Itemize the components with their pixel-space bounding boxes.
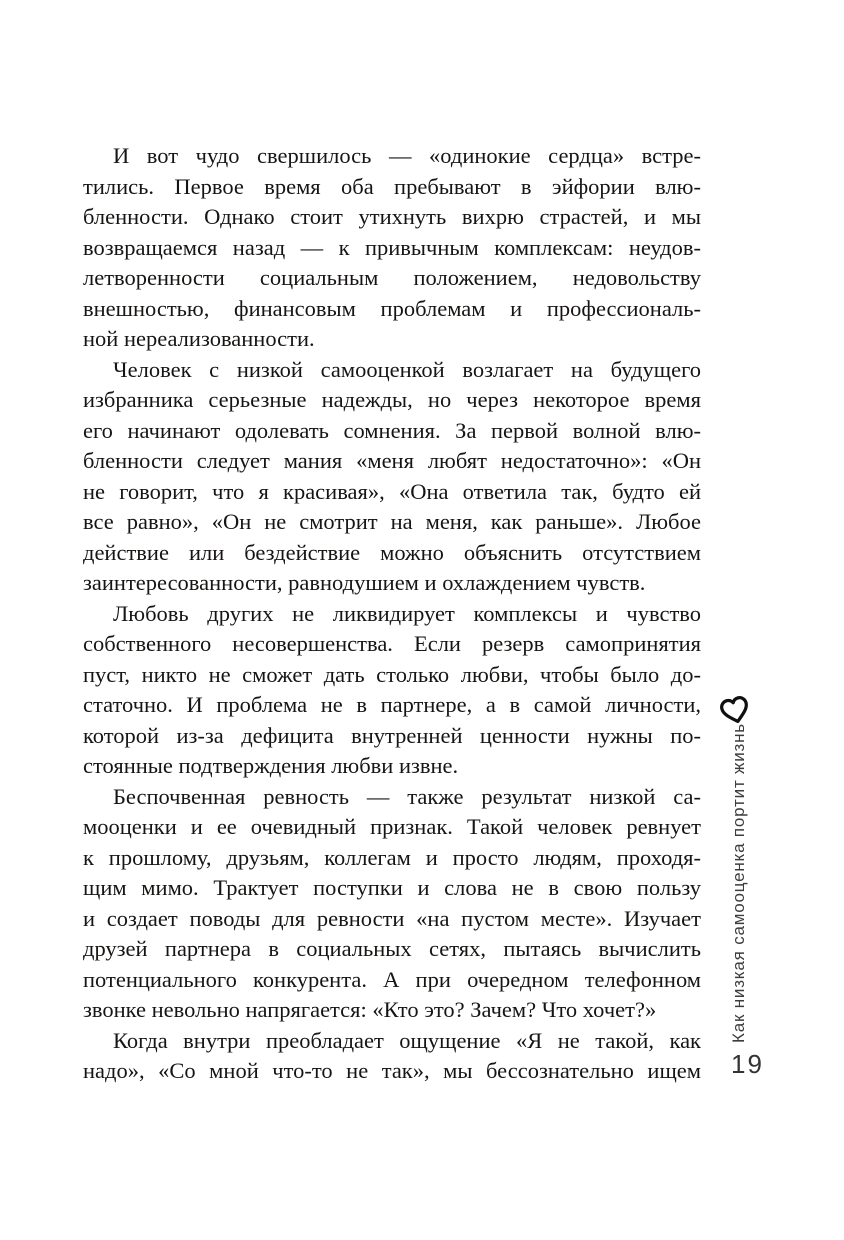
text-line: тились. Первое время оба пребывают в эйфории влю- — [83, 173, 701, 199]
text-line: надо», «Со мной что-то не так», мы бессознательно ищем — [83, 1058, 701, 1083]
text-line: пуст, никто не сможет дать столько любви, чтобы было до- — [83, 661, 701, 687]
text-line: все равно», «Он не смотрит на меня, как раньше». Любое — [83, 509, 701, 534]
text-line: и создает поводы для ревности «на пустом месте». Изучает — [83, 905, 701, 931]
text-line: не говорит, что я красивая», «Она ответила так, будто ей — [83, 478, 701, 504]
text-line: которой из-за дефицита внутренней ценности нужны по- — [83, 722, 701, 748]
text-line: стоянные подтверждения любви извне. — [83, 753, 459, 778]
paragraph — [83, 141, 701, 355]
paragraph — [83, 599, 701, 782]
text-line: бленности. Однако стоит утихнуть вихрю страстей, и мы — [83, 204, 701, 229]
text-line: возвращаемся назад — к привычным комплексам: неудов- — [83, 234, 701, 260]
text-line: действие или бездействие можно объяснить отсутствием — [83, 539, 701, 565]
text-line: щим мимо. Трактует поступки и слова не в свою пользу — [83, 875, 701, 900]
paragraph — [83, 1026, 701, 1087]
text-line: его начинают одолевать сомнения. За первой волной влю- — [83, 417, 701, 443]
text-line: бленности следует мания «меня любят недостаточно»: «Он — [83, 448, 701, 473]
text-line: И вот чудо свершилось — «одинокие сердца» встре- — [113, 143, 701, 168]
text-line: потенциального конкурента. А при очередном телефонном — [83, 966, 701, 992]
text-line: заинтересованности, равнодушием и охлаждением чувств. — [83, 570, 646, 595]
text-line: Человек с низкой самооценкой возлагает на будущего — [113, 356, 701, 382]
text-line: летворенности социальным положением, недовольству — [83, 265, 701, 290]
page-number: 19 — [731, 1049, 764, 1079]
text-line: мооценки и ее очевидный признак. Такой человек ревнует — [83, 814, 701, 839]
text-line: Когда внутри преобладает ощущение «Я не такой, как — [113, 1027, 701, 1053]
text-block — [83, 141, 701, 1087]
text-line: Беспочвенная ревность — также результат низкой са- — [113, 783, 701, 809]
text-line: статочно. И проблема не в партнере, а в самой личности, — [83, 692, 701, 717]
text-line: ной нереализованности. — [83, 326, 315, 351]
text-line: друзей партнера в социальных сетях, пытаясь вычислить — [83, 936, 701, 961]
text-line: звонке невольно напрягается: «Кто это? Зачем? Что хочет?» — [83, 997, 657, 1022]
text-line: собственного несовершенства. Если резерв самопринятия — [83, 631, 701, 656]
chapter-margin-label: Как низкая самооценка портит жизнь — [729, 723, 748, 1043]
paragraph — [83, 355, 701, 599]
text-line: Любовь других не ликвидирует комплексы и чувство — [113, 600, 701, 626]
paragraph — [83, 782, 701, 1026]
text-line: избранника серьезные надежды, но через некоторое время — [83, 387, 701, 412]
text-line: к прошлому, друзьям, коллегам и просто людям, проходя- — [83, 844, 701, 870]
text-line: внешностью, финансовым проблемам и профессиональ- — [83, 295, 701, 321]
